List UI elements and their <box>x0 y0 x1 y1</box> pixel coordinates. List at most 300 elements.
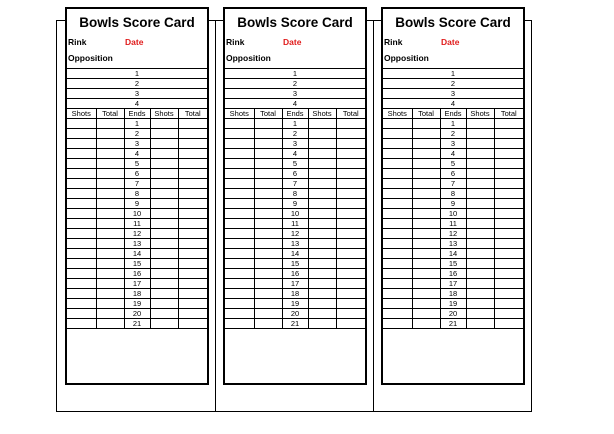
shots-cell[interactable] <box>383 139 412 149</box>
opp-total-cell[interactable] <box>336 129 365 139</box>
opp-total-cell[interactable] <box>336 179 365 189</box>
opp-shots-cell[interactable] <box>466 189 494 199</box>
opp-total-cell[interactable] <box>494 189 523 199</box>
opp-shots-cell[interactable] <box>150 259 178 269</box>
opp-total-cell[interactable] <box>336 209 365 219</box>
card-title: Bowls Score Card <box>395 15 511 30</box>
shots-cell[interactable] <box>225 249 254 259</box>
opp-shots-cell[interactable] <box>308 219 336 229</box>
sheet-divider <box>373 21 374 411</box>
opp-total-cell[interactable] <box>178 169 207 179</box>
opp-total-cell[interactable] <box>494 129 523 139</box>
total-cell[interactable] <box>412 149 440 159</box>
shots-cell[interactable] <box>225 319 254 329</box>
end-number: 9 <box>440 199 466 209</box>
total-cell[interactable] <box>96 239 124 249</box>
opp-total-cell[interactable] <box>494 249 523 259</box>
opp-total-cell[interactable] <box>178 289 207 299</box>
shots-cell[interactable] <box>67 249 96 259</box>
shots-cell[interactable] <box>225 209 254 219</box>
opp-shots-cell[interactable] <box>150 299 178 309</box>
player-row <box>383 99 523 109</box>
opp-total-cell[interactable] <box>336 279 365 289</box>
opp-total-cell[interactable] <box>178 269 207 279</box>
opp-total-cell[interactable] <box>336 149 365 159</box>
shots-cell[interactable] <box>67 219 96 229</box>
end-row <box>67 169 207 179</box>
shots-cell[interactable] <box>67 209 96 219</box>
total-cell[interactable] <box>254 219 282 229</box>
shots-cell[interactable] <box>67 239 96 249</box>
total-cell[interactable] <box>96 119 124 129</box>
opp-shots-cell[interactable] <box>150 119 178 129</box>
opp-shots-cell[interactable] <box>466 199 494 209</box>
opp-total-cell[interactable] <box>178 209 207 219</box>
opp-shots-cell[interactable] <box>308 319 336 329</box>
shots-cell[interactable] <box>383 309 412 319</box>
shots-cell[interactable] <box>383 179 412 189</box>
shots-cell[interactable] <box>225 299 254 309</box>
opp-total-cell[interactable] <box>494 159 523 169</box>
player-number[interactable]: 2 <box>67 79 207 89</box>
opp-shots-cell[interactable] <box>308 259 336 269</box>
opp-shots-cell[interactable] <box>308 239 336 249</box>
opp-total-cell[interactable] <box>336 159 365 169</box>
opp-shots-cell[interactable] <box>150 269 178 279</box>
opp-total-cell[interactable] <box>336 309 365 319</box>
opp-total-cell[interactable] <box>178 279 207 289</box>
total-cell[interactable] <box>412 229 440 239</box>
total-cell[interactable] <box>254 299 282 309</box>
opp-shots-cell[interactable] <box>150 129 178 139</box>
opp-total-cell[interactable] <box>178 139 207 149</box>
shots-cell[interactable] <box>383 249 412 259</box>
end-number: 12 <box>440 229 466 239</box>
total-cell[interactable] <box>254 259 282 269</box>
shots-cell[interactable] <box>383 159 412 169</box>
player-number[interactable]: 4 <box>225 99 365 109</box>
shots-cell[interactable] <box>67 299 96 309</box>
total-cell[interactable] <box>412 259 440 269</box>
end-row <box>225 169 365 179</box>
opp-shots-cell[interactable] <box>466 299 494 309</box>
shots-cell[interactable] <box>67 279 96 289</box>
end-row <box>225 279 365 289</box>
total-cell[interactable] <box>412 169 440 179</box>
opp-shots-cell[interactable] <box>466 229 494 239</box>
opp-shots-cell[interactable] <box>308 289 336 299</box>
opp-total-cell[interactable] <box>494 149 523 159</box>
opp-shots-cell[interactable] <box>308 309 336 319</box>
opp-shots-cell[interactable] <box>150 219 178 229</box>
end-number: 21 <box>440 319 466 329</box>
shots-cell[interactable] <box>67 269 96 279</box>
shots-cell[interactable] <box>225 269 254 279</box>
opp-total-cell[interactable] <box>336 269 365 279</box>
shots-cell[interactable] <box>67 289 96 299</box>
shots-cell[interactable] <box>67 319 96 329</box>
opp-total-cell[interactable] <box>336 239 365 249</box>
total-cell[interactable] <box>412 119 440 129</box>
total-cell[interactable] <box>412 139 440 149</box>
shots-cell[interactable] <box>67 129 96 139</box>
total-cell[interactable] <box>254 209 282 219</box>
opp-shots-cell[interactable] <box>150 169 178 179</box>
opp-total-cell[interactable] <box>494 279 523 289</box>
total-cell[interactable] <box>254 229 282 239</box>
total-cell[interactable] <box>412 209 440 219</box>
opp-shots-cell[interactable] <box>150 149 178 159</box>
opp-shots-cell[interactable] <box>150 139 178 149</box>
opp-shots-cell[interactable] <box>466 219 494 229</box>
opp-total-cell[interactable] <box>178 239 207 249</box>
opp-total-cell[interactable] <box>178 249 207 259</box>
opp-shots-cell[interactable] <box>466 249 494 259</box>
player-number[interactable]: 4 <box>383 99 523 109</box>
total-cell[interactable] <box>412 289 440 299</box>
opp-total-cell[interactable] <box>494 299 523 309</box>
opp-shots-cell[interactable] <box>150 179 178 189</box>
column-header: Total <box>96 109 124 119</box>
opp-shots-cell[interactable] <box>308 159 336 169</box>
total-cell[interactable] <box>412 219 440 229</box>
end-number: 9 <box>124 199 150 209</box>
shots-cell[interactable] <box>67 189 96 199</box>
opp-shots-cell[interactable] <box>150 189 178 199</box>
column-header: Shots <box>383 109 412 119</box>
total-cell[interactable] <box>96 259 124 269</box>
opp-total-cell[interactable] <box>494 229 523 239</box>
shots-cell[interactable] <box>383 119 412 129</box>
shots-cell[interactable] <box>225 259 254 269</box>
total-cell[interactable] <box>96 169 124 179</box>
opp-total-cell[interactable] <box>178 159 207 169</box>
opp-total-cell[interactable] <box>336 319 365 329</box>
opp-total-cell[interactable] <box>494 269 523 279</box>
total-cell[interactable] <box>254 269 282 279</box>
opp-total-cell[interactable] <box>336 199 365 209</box>
opp-shots-cell[interactable] <box>308 199 336 209</box>
opp-total-cell[interactable] <box>494 319 523 329</box>
total-cell[interactable] <box>254 169 282 179</box>
player-number[interactable]: 1 <box>383 69 523 79</box>
end-number: 14 <box>124 249 150 259</box>
total-cell[interactable] <box>412 279 440 289</box>
opp-shots-cell[interactable] <box>308 299 336 309</box>
end-number: 7 <box>124 179 150 189</box>
shots-cell[interactable] <box>225 129 254 139</box>
end-row <box>383 259 523 269</box>
opp-shots-cell[interactable] <box>308 189 336 199</box>
opp-total-cell[interactable] <box>178 199 207 209</box>
shots-cell[interactable] <box>225 309 254 319</box>
shots-cell[interactable] <box>67 169 96 179</box>
opp-total-cell[interactable] <box>494 199 523 209</box>
shots-cell[interactable] <box>383 289 412 299</box>
shots-cell[interactable] <box>225 199 254 209</box>
total-cell[interactable] <box>412 299 440 309</box>
total-cell[interactable] <box>254 159 282 169</box>
shots-cell[interactable] <box>383 149 412 159</box>
shots-cell[interactable] <box>225 159 254 169</box>
total-cell[interactable] <box>254 249 282 259</box>
end-row <box>67 249 207 259</box>
shots-cell[interactable] <box>383 269 412 279</box>
shots-cell[interactable] <box>225 169 254 179</box>
opp-shots-cell[interactable] <box>150 279 178 289</box>
shots-cell[interactable] <box>67 179 96 189</box>
opp-total-cell[interactable] <box>336 229 365 239</box>
opp-total-cell[interactable] <box>494 209 523 219</box>
total-cell[interactable] <box>254 149 282 159</box>
end-row <box>383 159 523 169</box>
opp-shots-cell[interactable] <box>150 289 178 299</box>
player-row <box>383 69 523 79</box>
opp-total-cell[interactable] <box>494 309 523 319</box>
end-number: 20 <box>282 309 308 319</box>
opp-shots-cell[interactable] <box>150 229 178 239</box>
opp-total-cell[interactable] <box>336 119 365 129</box>
total-cell[interactable] <box>96 149 124 159</box>
shots-cell[interactable] <box>383 189 412 199</box>
shots-cell[interactable] <box>383 219 412 229</box>
opp-shots-cell[interactable] <box>466 269 494 279</box>
opp-shots-cell[interactable] <box>308 209 336 219</box>
shots-cell[interactable] <box>67 309 96 319</box>
end-row <box>225 119 365 129</box>
opp-shots-cell[interactable] <box>150 309 178 319</box>
total-cell[interactable] <box>412 179 440 189</box>
column-header: Total <box>336 109 365 119</box>
total-cell[interactable] <box>412 159 440 169</box>
total-cell[interactable] <box>412 319 440 329</box>
opp-shots-cell[interactable] <box>308 139 336 149</box>
opp-total-cell[interactable] <box>336 169 365 179</box>
opp-total-cell[interactable] <box>178 319 207 329</box>
end-row <box>383 309 523 319</box>
shots-cell[interactable] <box>383 259 412 269</box>
total-cell[interactable] <box>412 189 440 199</box>
opp-shots-cell[interactable] <box>466 169 494 179</box>
player-number[interactable]: 2 <box>383 79 523 89</box>
shots-cell[interactable] <box>225 179 254 189</box>
total-cell[interactable] <box>412 309 440 319</box>
total-cell[interactable] <box>254 119 282 129</box>
end-number: 5 <box>124 159 150 169</box>
total-cell[interactable] <box>254 189 282 199</box>
shots-cell[interactable] <box>225 289 254 299</box>
opp-shots-cell[interactable] <box>466 179 494 189</box>
player-row <box>67 69 207 79</box>
opp-total-cell[interactable] <box>336 259 365 269</box>
total-cell[interactable] <box>96 289 124 299</box>
total-cell[interactable] <box>96 139 124 149</box>
opp-total-cell[interactable] <box>336 299 365 309</box>
shots-cell[interactable] <box>383 169 412 179</box>
total-cell[interactable] <box>254 319 282 329</box>
total-cell[interactable] <box>96 269 124 279</box>
opp-total-cell[interactable] <box>178 149 207 159</box>
total-cell[interactable] <box>96 219 124 229</box>
opp-shots-cell[interactable] <box>150 239 178 249</box>
total-cell[interactable] <box>254 309 282 319</box>
total-cell[interactable] <box>96 319 124 329</box>
opp-total-cell[interactable] <box>178 259 207 269</box>
opp-shots-cell[interactable] <box>150 199 178 209</box>
opp-shots-cell[interactable] <box>466 139 494 149</box>
opp-shots-cell[interactable] <box>150 319 178 329</box>
opp-shots-cell[interactable] <box>466 159 494 169</box>
opp-shots-cell[interactable] <box>466 239 494 249</box>
opp-shots-cell[interactable] <box>466 279 494 289</box>
total-cell[interactable] <box>254 279 282 289</box>
opp-total-cell[interactable] <box>336 139 365 149</box>
opp-shots-cell[interactable] <box>466 119 494 129</box>
opp-total-cell[interactable] <box>494 219 523 229</box>
opp-total-cell[interactable] <box>178 299 207 309</box>
opp-shots-cell[interactable] <box>466 259 494 269</box>
opp-shots-cell[interactable] <box>466 129 494 139</box>
shots-cell[interactable] <box>383 239 412 249</box>
total-cell[interactable] <box>96 189 124 199</box>
total-cell[interactable] <box>254 129 282 139</box>
shots-cell[interactable] <box>225 239 254 249</box>
total-cell[interactable] <box>412 249 440 259</box>
opp-total-cell[interactable] <box>494 119 523 129</box>
shots-cell[interactable] <box>383 319 412 329</box>
shots-cell[interactable] <box>67 149 96 159</box>
shots-cell[interactable] <box>225 119 254 129</box>
shots-cell[interactable] <box>67 229 96 239</box>
total-cell[interactable] <box>412 269 440 279</box>
player-row <box>225 69 365 79</box>
shots-cell[interactable] <box>67 139 96 149</box>
end-row <box>225 139 365 149</box>
shots-cell[interactable] <box>383 209 412 219</box>
player-number[interactable]: 2 <box>225 79 365 89</box>
total-cell[interactable] <box>96 209 124 219</box>
player-number[interactable]: 3 <box>383 89 523 99</box>
player-number[interactable]: 1 <box>225 69 365 79</box>
opp-shots-cell[interactable] <box>308 129 336 139</box>
opp-total-cell[interactable] <box>178 219 207 229</box>
opp-shots-cell[interactable] <box>150 209 178 219</box>
opp-shots-cell[interactable] <box>150 249 178 259</box>
opp-shots-cell[interactable] <box>308 119 336 129</box>
total-cell[interactable] <box>412 129 440 139</box>
total-cell[interactable] <box>254 239 282 249</box>
total-cell[interactable] <box>96 309 124 319</box>
total-cell[interactable] <box>96 129 124 139</box>
total-cell[interactable] <box>254 179 282 189</box>
opp-total-cell[interactable] <box>178 119 207 129</box>
column-header: Total <box>494 109 523 119</box>
opp-shots-cell[interactable] <box>466 209 494 219</box>
end-row <box>225 149 365 159</box>
total-cell[interactable] <box>96 229 124 239</box>
opp-shots-cell[interactable] <box>308 169 336 179</box>
opp-shots-cell[interactable] <box>466 289 494 299</box>
total-cell[interactable] <box>96 299 124 309</box>
shots-cell[interactable] <box>225 139 254 149</box>
end-row <box>383 169 523 179</box>
opp-shots-cell[interactable] <box>308 249 336 259</box>
total-cell[interactable] <box>254 139 282 149</box>
opp-shots-cell[interactable] <box>308 229 336 239</box>
opp-shots-cell[interactable] <box>308 269 336 279</box>
shots-cell[interactable] <box>67 159 96 169</box>
end-row <box>225 289 365 299</box>
shots-cell[interactable] <box>67 259 96 269</box>
player-number[interactable]: 1 <box>67 69 207 79</box>
shots-cell[interactable] <box>67 119 96 129</box>
shots-cell[interactable] <box>67 199 96 209</box>
opp-shots-cell[interactable] <box>308 149 336 159</box>
end-row <box>383 249 523 259</box>
opp-total-cell[interactable] <box>178 189 207 199</box>
opp-total-cell[interactable] <box>336 219 365 229</box>
opp-shots-cell[interactable] <box>466 319 494 329</box>
opp-shots-cell[interactable] <box>466 149 494 159</box>
opp-total-cell[interactable] <box>494 139 523 149</box>
opp-total-cell[interactable] <box>178 129 207 139</box>
shots-cell[interactable] <box>383 299 412 309</box>
shots-cell[interactable] <box>383 229 412 239</box>
opp-shots-cell[interactable] <box>150 159 178 169</box>
end-number: 5 <box>440 159 466 169</box>
total-cell[interactable] <box>254 199 282 209</box>
opp-shots-cell[interactable] <box>308 279 336 289</box>
opp-total-cell[interactable] <box>336 189 365 199</box>
shots-cell[interactable] <box>383 129 412 139</box>
shots-cell[interactable] <box>225 149 254 159</box>
opp-total-cell[interactable] <box>494 169 523 179</box>
opp-total-cell[interactable] <box>178 229 207 239</box>
opp-total-cell[interactable] <box>494 179 523 189</box>
total-cell[interactable] <box>412 239 440 249</box>
shots-cell[interactable] <box>225 189 254 199</box>
total-cell[interactable] <box>412 199 440 209</box>
opp-total-cell[interactable] <box>494 289 523 299</box>
shots-cell[interactable] <box>383 279 412 289</box>
end-row <box>383 269 523 279</box>
total-cell[interactable] <box>96 159 124 169</box>
opp-shots-cell[interactable] <box>308 179 336 189</box>
player-number[interactable]: 3 <box>67 89 207 99</box>
total-cell[interactable] <box>96 279 124 289</box>
opp-total-cell[interactable] <box>494 259 523 269</box>
total-cell[interactable] <box>96 249 124 259</box>
shots-cell[interactable] <box>225 229 254 239</box>
end-number: 12 <box>124 229 150 239</box>
player-number[interactable]: 4 <box>67 99 207 109</box>
opp-total-cell[interactable] <box>494 239 523 249</box>
end-number: 2 <box>440 129 466 139</box>
opp-total-cell[interactable] <box>336 249 365 259</box>
shots-cell[interactable] <box>225 279 254 289</box>
total-cell[interactable] <box>96 199 124 209</box>
opp-total-cell[interactable] <box>178 179 207 189</box>
opp-shots-cell[interactable] <box>466 309 494 319</box>
total-cell[interactable] <box>96 179 124 189</box>
opp-total-cell[interactable] <box>178 309 207 319</box>
player-number[interactable]: 3 <box>225 89 365 99</box>
end-row <box>67 229 207 239</box>
total-cell[interactable] <box>254 289 282 299</box>
shots-cell[interactable] <box>225 219 254 229</box>
opp-total-cell[interactable] <box>336 289 365 299</box>
shots-cell[interactable] <box>383 199 412 209</box>
